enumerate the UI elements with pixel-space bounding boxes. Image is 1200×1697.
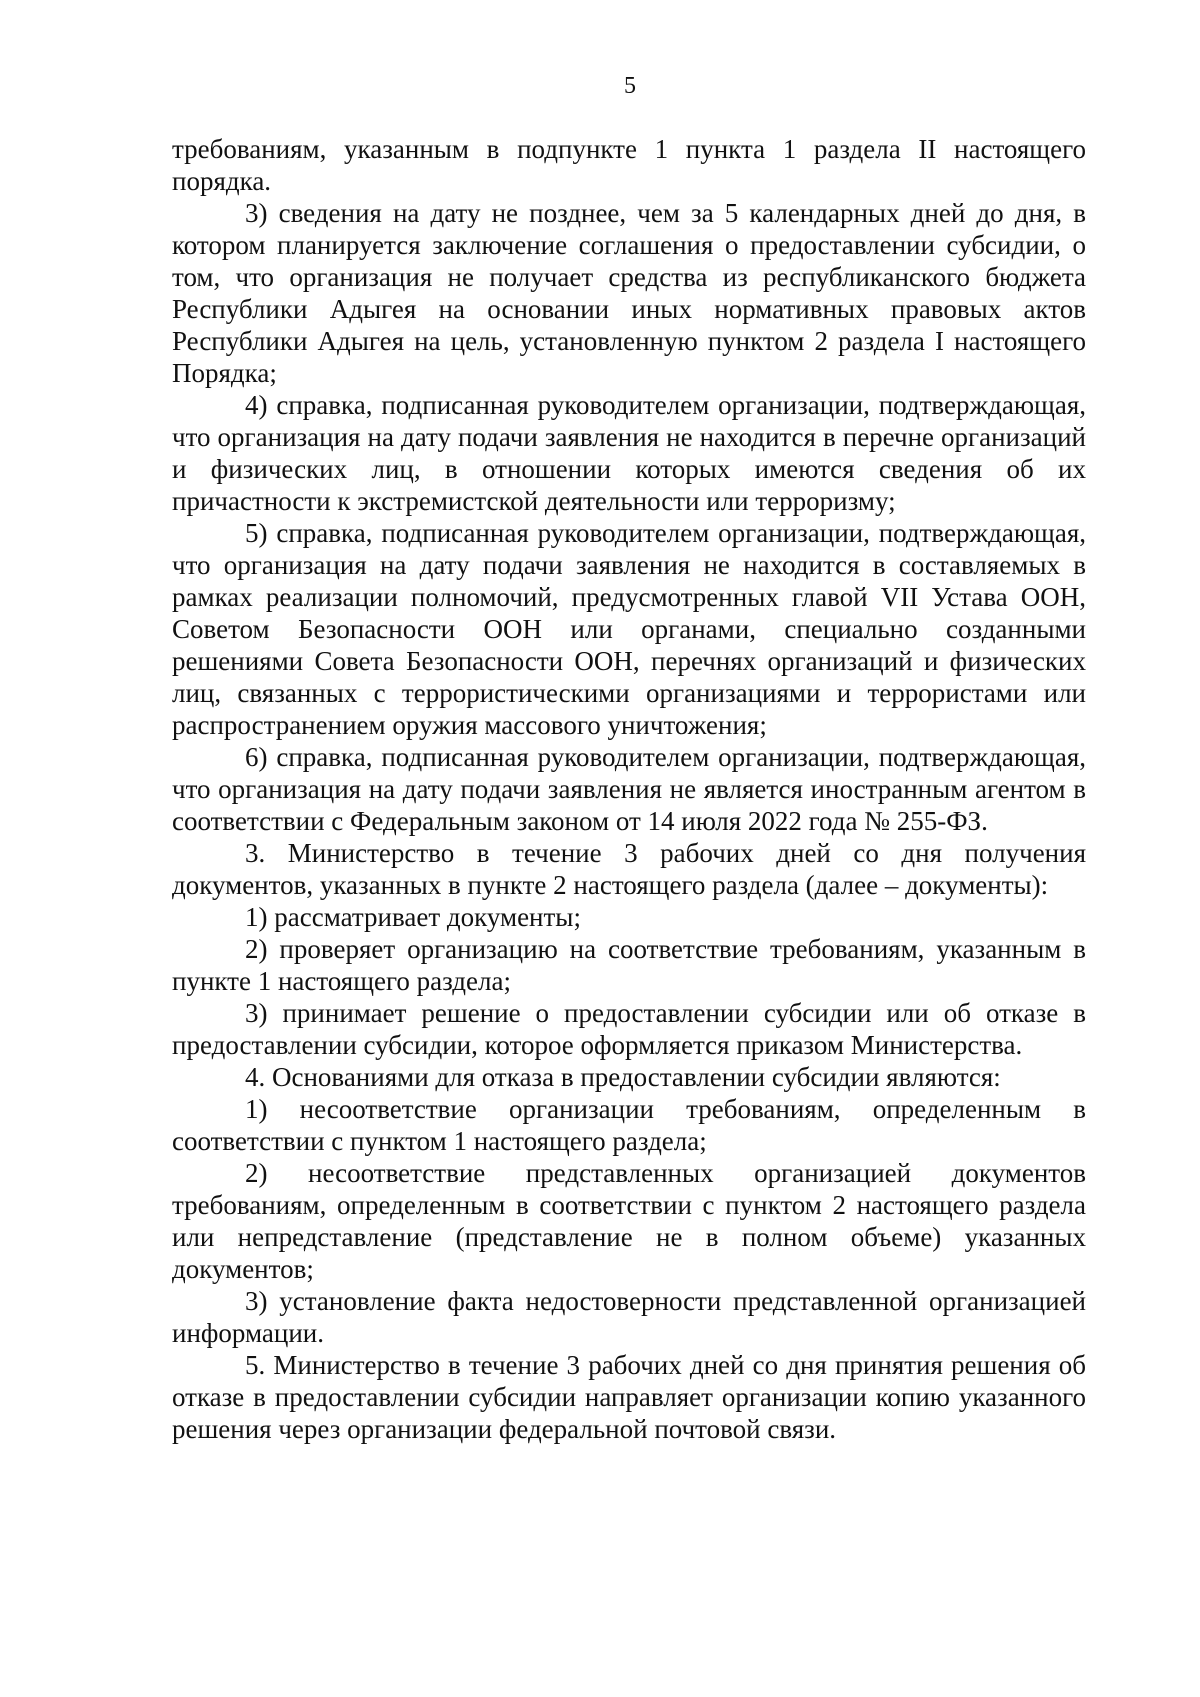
paragraph-clause-3-item-1: 1) рассматривает документы; (245, 902, 581, 932)
paragraph-item-6: 6) справка, подписанная руководителем организации, подтверждающая, что организация на дату подачи заявления не является иностранным агентом в соответствии с Федеральным законом от 14 июля 2022 года № 255-ФЗ. (172, 742, 1086, 836)
document-body (172, 133, 1086, 1445)
paragraph-continuation: требованиям, указанным в подпункте 1 пункта 1 раздела II настоящего порядка. (172, 134, 1086, 196)
page-number: 5 (624, 73, 636, 99)
paragraph-clause-4-item-1: 1) несоответствие организации требованиям, определенным в соответствии с пунктом 1 настоящего раздела; (172, 1094, 1086, 1156)
paragraph-clause-3-item-2: 2) проверяет организацию на соответствие требованиям, указанным в пункте 1 настоящего раздела; (172, 934, 1086, 996)
paragraph-clause-3: 3. Министерство в течение 3 рабочих дней со дня получения документов, указанных в пункте 2 настоящего раздела (далее – документы): (172, 838, 1086, 900)
paragraph-clause-4-item-3: 3) установление факта недостоверности представленной организацией информации. (172, 1286, 1086, 1348)
paragraph-item-5: 5) справка, подписанная руководителем организации, подтверждающая, что организация на дату подачи заявления не находится в составляемых в рамках реализации полномочий, предусмотренных главой VII Устава ООН, Советом Безопасности ООН или органами, специально созданными решениями Совета Безопасности ООН, перечнях организаций и физических лиц, связанных с террористическими организациями и террористами или распространением оружия массового уничтожения; (172, 518, 1086, 740)
paragraph-item-4: 4) справка, подписанная руководителем организации, подтверждающая, что организация на дату подачи заявления не находится в перечне организаций и физических лиц, в отношении которых имеются сведения об их причастности к экстремистской деятельности или терроризму; (172, 390, 1086, 516)
paragraph-clause-3-item-3: 3) принимает решение о предоставлении субсидии или об отказе в предоставлении субсидии, которое оформляется приказом Министерства. (172, 998, 1086, 1060)
paragraph-clause-4: 4. Основаниями для отказа в предоставлении субсидии являются: (245, 1062, 1001, 1092)
paragraph-clause-5: 5. Министерство в течение 3 рабочих дней со дня принятия решения об отказе в предоставлении субсидии направляет организации копию указанного решения через организации федеральной почтовой связи. (172, 1350, 1086, 1444)
paragraph-clause-4-item-2: 2) несоответствие представленных организацией документов требованиям, определенным в соответствии с пунктом 2 настоящего раздела или непредставление (представление не в полном объеме) указанных документов; (172, 1158, 1086, 1284)
paragraph-item-3: 3) сведения на дату не позднее, чем за 5 календарных дней до дня, в котором планируется заключение соглашения о предоставлении субсидии, о том, что организация не получает средства из республиканского бюджета Республики Адыгея на основании иных нормативных правовых актов Республики Адыгея на цель, установленную пунктом 2 раздела I настоящего Порядка; (172, 198, 1086, 388)
